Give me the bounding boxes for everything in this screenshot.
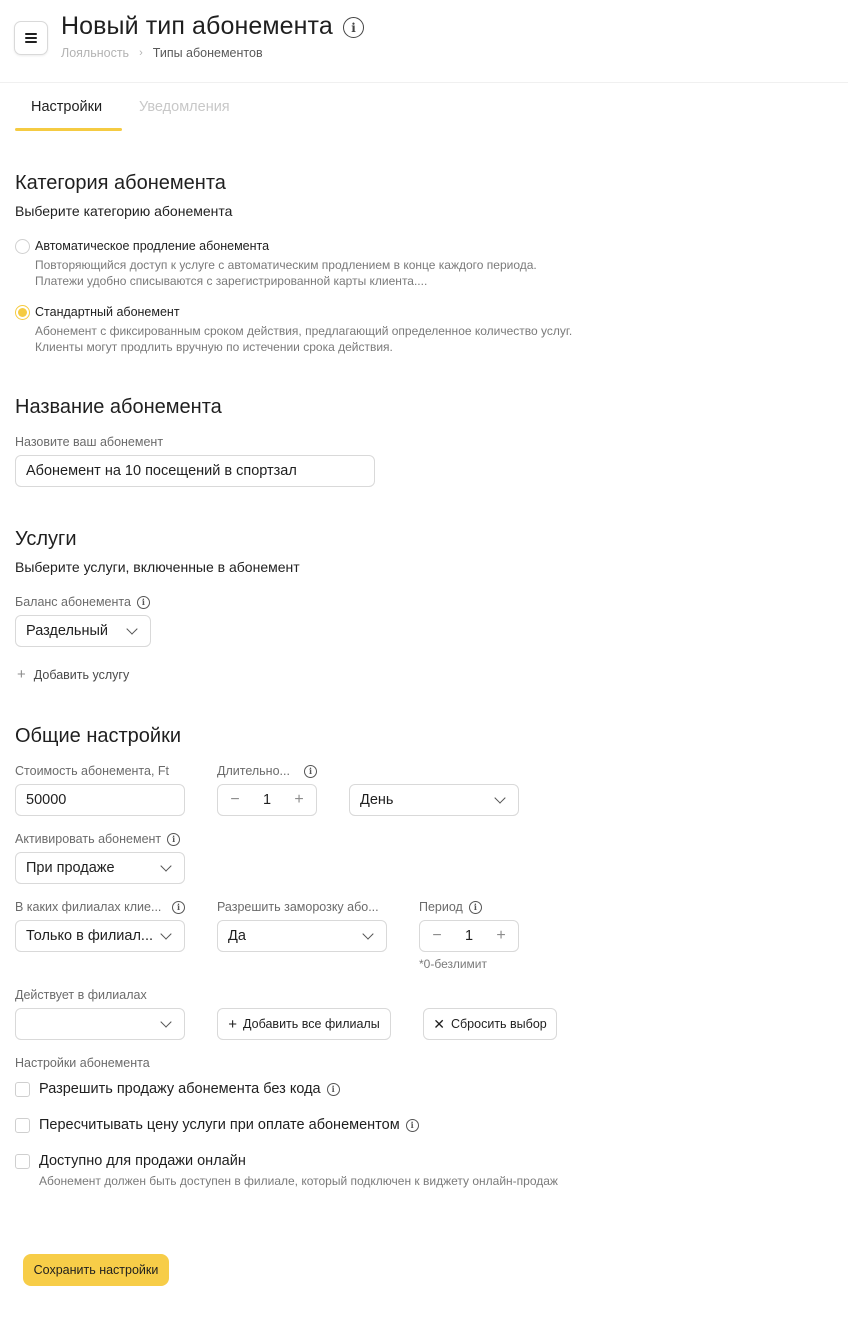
duration-unit-select[interactable] — [349, 784, 519, 816]
info-icon[interactable]: i — [172, 901, 185, 914]
price-input-value: 50000 — [26, 792, 67, 808]
info-icon[interactable]: i — [406, 1119, 419, 1132]
chevron-down-icon — [362, 928, 373, 939]
period-stepper[interactable] — [419, 920, 519, 952]
price-input[interactable] — [15, 784, 185, 816]
radio-auto-renewal-title: Автоматическое продление абонемента — [35, 239, 270, 253]
category-subtitle: Выберите категорию абонемента — [15, 203, 233, 219]
radio-standard[interactable] — [15, 305, 30, 320]
radio-standard-title: Стандартный абонемент — [35, 305, 180, 319]
duration-stepper[interactable] — [217, 784, 317, 816]
minus-icon[interactable]: − — [432, 927, 442, 944]
radio-standard-desc-1: Абонемент с фиксированным сроком действия, предлагающий определенное количество услуг. — [35, 324, 573, 338]
sell-without-code-text: Разрешить продажу абонемента без кода — [39, 1081, 321, 1097]
name-input[interactable] — [15, 455, 375, 487]
plus-icon[interactable]: + — [294, 791, 304, 808]
category-heading: Категория абонемента — [15, 172, 226, 194]
name-label: Назовите ваш абонемент — [15, 435, 164, 449]
page-title: Новый тип абонемента — [61, 12, 333, 40]
name-input-value: Абонемент на 10 посещений в спортзал — [26, 463, 297, 479]
balance-label-text: Баланс абонемента — [15, 595, 131, 609]
chevron-down-icon — [160, 860, 171, 871]
period-hint: *0-безлимит — [419, 957, 488, 971]
chevron-down-icon — [160, 1016, 171, 1027]
breadcrumb-loyalty[interactable]: Лояльность — [61, 46, 130, 60]
checkbox-sell-without-code-label — [39, 1081, 340, 1097]
add-all-branches-button[interactable] — [217, 1008, 391, 1040]
hamburger-icon — [25, 33, 37, 43]
checkbox-recalculate-price[interactable] — [15, 1118, 30, 1133]
info-icon[interactable]: i — [167, 833, 180, 846]
period-value: 1 — [464, 928, 474, 944]
balance-label — [15, 595, 150, 609]
balance-select[interactable] — [15, 615, 151, 647]
minus-icon[interactable]: − — [230, 791, 240, 808]
radio-auto-renewal-desc-1: Повторяющийся доступ к услуге с автоматическим продлением в конце каждого периода. — [35, 258, 537, 272]
tab-active-indicator — [15, 128, 122, 131]
checkbox-online-sale-label — [39, 1153, 246, 1169]
activate-select[interactable] — [15, 852, 185, 884]
tab-settings[interactable]: Настройки — [31, 99, 103, 115]
menu-button[interactable] — [14, 21, 48, 55]
works-in-select[interactable] — [15, 1008, 185, 1040]
radio-standard-desc-2: Клиенты могут продлить вручную по истечении срока действия. — [35, 340, 393, 354]
header-divider — [0, 82, 848, 83]
radio-auto-renewal-desc-2: Платежи удобно списываются с зарегистрированной карты клиента.... — [35, 274, 428, 288]
plus-icon[interactable]: + — [496, 927, 506, 944]
period-label — [419, 900, 482, 914]
info-icon[interactable]: i — [137, 596, 150, 609]
branches-clients-value: Только в филиал... — [26, 928, 154, 944]
branches-clients-label-text: В каких филиалах клие... — [15, 900, 162, 914]
name-heading: Название абонемента — [15, 396, 222, 418]
online-sale-text: Доступно для продажи онлайн — [39, 1153, 246, 1169]
activate-select-value: При продаже — [26, 860, 115, 876]
add-all-branches-label: Добавить все филиалы — [243, 1017, 380, 1031]
checkbox-online-sale[interactable] — [15, 1154, 30, 1169]
save-settings-button[interactable]: Сохранить настройки — [23, 1254, 169, 1286]
chevron-down-icon — [126, 623, 137, 634]
breadcrumb-subscription-types[interactable]: Типы абонементов — [152, 46, 263, 60]
recalculate-price-text: Пересчитывать цену услуги при оплате абонементом — [39, 1117, 400, 1133]
period-label-text: Период — [419, 900, 463, 914]
duration-label — [217, 764, 317, 778]
services-subtitle: Выберите услуги, включенные в абонемент — [15, 559, 300, 575]
checkbox-sell-without-code[interactable] — [15, 1082, 30, 1097]
freeze-select[interactable] — [217, 920, 387, 952]
chevron-down-icon — [494, 792, 505, 803]
subscription-settings-label: Настройки абонемента — [15, 1056, 150, 1070]
add-service-label: Добавить услугу — [33, 667, 130, 682]
info-icon[interactable]: i — [327, 1083, 340, 1096]
reset-selection-button[interactable] — [423, 1008, 557, 1040]
plus-icon: + — [17, 666, 26, 683]
close-icon: ✕ — [433, 1015, 445, 1032]
general-heading: Общие настройки — [15, 725, 181, 747]
plus-icon: + — [228, 1015, 238, 1033]
branches-clients-label — [15, 900, 185, 914]
checkbox-recalculate-price-label — [39, 1117, 419, 1133]
price-label: Стоимость абонемента, Ft — [15, 764, 170, 778]
freeze-label: Разрешить заморозку або... — [217, 900, 379, 914]
activate-label-text: Активировать абонемент — [15, 832, 162, 846]
reset-selection-label: Сбросить выбор — [451, 1017, 547, 1031]
radio-auto-renewal[interactable] — [15, 239, 30, 254]
duration-value: 1 — [262, 792, 272, 808]
duration-label-text: Длительно... — [217, 764, 290, 778]
branches-clients-select[interactable] — [15, 920, 185, 952]
tab-notifications[interactable]: Уведомления — [139, 99, 230, 115]
info-icon[interactable]: i — [469, 901, 482, 914]
activate-label — [15, 832, 180, 846]
chevron-right-icon: › — [139, 47, 143, 59]
works-in-label: Действует в филиалах — [15, 988, 147, 1002]
breadcrumb — [61, 46, 263, 60]
services-heading: Услуги — [15, 528, 77, 550]
duration-unit-value: День — [360, 792, 394, 808]
chevron-down-icon — [160, 928, 171, 939]
balance-select-value: Раздельный — [26, 623, 109, 639]
info-icon[interactable]: i — [343, 17, 364, 38]
add-service-button[interactable] — [17, 667, 129, 682]
info-icon[interactable]: i — [304, 765, 317, 778]
freeze-select-value: Да — [228, 928, 246, 944]
online-sale-hint: Абонемент должен быть доступен в филиале, который подключен к виджету онлайн-продаж — [39, 1174, 558, 1188]
